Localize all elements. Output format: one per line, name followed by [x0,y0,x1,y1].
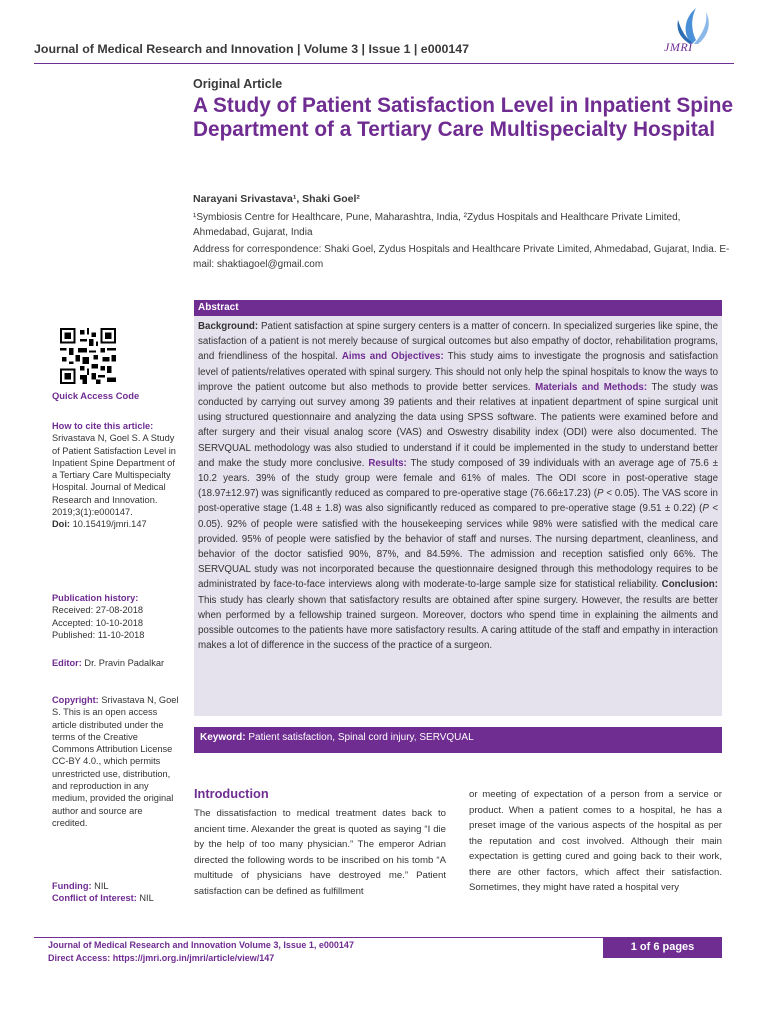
conflict-value: NIL [139,893,154,904]
footer-direct-access [48,953,274,963]
funding-value: NIL [94,881,109,891]
article-title: A Study of Patient Satisfaction Level in Inpatient Spine Department of a Tertiary Care Multispecialty Hospital [193,94,734,141]
jmri-logo-text: JMRI [664,40,693,54]
funding-section [52,880,180,905]
keyword-label: Keyword: [200,732,246,743]
cite-text: Srivastava N, Goel S. A Study of Patient Satisfaction Level in Inpatient Spine Department of a Tertiary Care Multispecialty Hospital. Journal of Medical Research and Innovation. 2019;3(1):e000147. [52,433,176,518]
abstract-results-2: < 0.05). The VAS score in post-operative stage (1.48 ± 1.8) was also significantly reduced as compared to pre-operative stage (9.51 ± 0.22) ( [198,488,718,515]
published-date: Published: 11-10-2018 [52,629,145,640]
article-type: Original Article [193,77,283,91]
copyright-text: Srivastava N, Goel S. This is an open access article distributed under the terms of the Creative Commons Attribution License CC-BY 4.0., which permits unrestricted use, distribution, and reproduction in any medium, provided the original author and source are credited. [52,695,179,828]
abstract-conclusion: This study has clearly shown that satisfactory results are obtained after spine surgery. However, the results are better when performed by a fellowship trained surgeon. Moreover, doctors who spend time in explaining the ailments and possible outcomes to the patients have more satisfactory results. A caring attitude of the staff and empathy in interaction makes a lot of difference in the success of the practice of a surgeon. [198,594,718,652]
footer-journal-line: Journal of Medical Research and Innovation Volume 3, Issue 1, e000147 [48,940,354,950]
editor-name: Dr. Pravin Padalkar [84,658,165,668]
editor-label: Editor: [52,658,82,668]
abstract-p-value-2: P [702,503,709,515]
abstract-results-label: Results: [368,457,407,469]
cite-label: How to cite this article: [52,421,154,431]
introduction-right-column: or meeting of expectation of a person from a service or product. When a patient comes to a hospital, he has a preset image of the various aspects of the hospital as per the reputation and cost involved. Although their main expectation is getting cured and going back to their work, there are other factors, which affect their satisfaction. Sometimes, they might have rated a hospital very [469,789,722,893]
history-label: Publication history: [52,593,139,603]
accepted-date: Accepted: 10-10-2018 [52,617,144,628]
introduction-left-column: The dissatisfaction to medical treatment dates back to ancient time. Alexander the great is quoted as saying “I die by the help of too many physician.” The emperor Adrian directed the following words to be inscribed on his tomb “A multitude of physicians have destroyed me.” Patient satisfaction can be defined as fulfillment [194,808,446,897]
abstract-background: Patient satisfaction at spine surgery centers is a matter of concern. In specialized surgeries like spine, the satisfaction of a patient is not merely because of surgical outcomes but also empathy of doctor, rehabilitation programs, and friendliness of the hospital. [198,321,718,363]
abstract-results-3: < 0.05). 92% of people were satisfied with the housekeeping services while 98% were satisfied with the medical care provided. 95% of people were satisfied by the behavior of staff and nurses. The nursing department, cleanliness, and behavior of the doctor satisfied 90%, 87%, and 84.59%. The admission and reception satisfied only 66%. The SERVQUAL study was not incorporated because the questionnaire designed through this methodology requires to be administrated by face-to-face interviews along with moderate-to-large sample size for statistical reliability. [198,503,719,591]
abstract-methods: The study was conducted by carrying out survey among 39 patients and their relatives at inpatient department of spine surgical unit using structured questionnaire and analyzing the data using SPSS software. The patients were examined before and after surgery and their visual analog score (VAS) and Oswestry disability index (ODI) were also documented. The SERVQUAL methodology was also studied to understand if it could be implemented in the study to understand better and make the study more conclusive. [198,381,718,469]
conflict-label: Conflict of Interest: [52,893,137,904]
header-divider [34,63,734,64]
copyright-section [52,694,180,829]
introduction-heading: Introduction [194,786,269,801]
copyright-label: Copyright: [52,695,99,705]
article-authors: Narayani Srivastava¹, Shaki Goel² [193,193,360,205]
history-section [52,592,180,641]
keyword-text: Patient satisfaction, Spinal cord injury, SERVQUAL [248,732,474,743]
doi-label: Doi: [52,519,70,530]
abstract-heading: Abstract [194,300,722,316]
abstract-background-label: Background: [198,321,259,332]
cite-section [52,420,180,531]
editor-section [52,657,180,669]
abstract-p-value-1: P [596,488,604,500]
funding-label: Funding: [52,881,92,891]
abstract-results-1: The study composed of 39 individuals with an average age of 75.6 ± 10.2 years. 39% of the study group were female and 61% of males. The ODI score in post-operative stage (18.97±12.97) was significantly reduced as compared to pre-operative stage (76.66±17.23) ( [198,457,718,500]
qr-code-icon[interactable] [60,328,116,384]
abstract-aims-label: Aims and Objectives: [341,351,444,363]
footer-article-link[interactable]: https://jmri.org.in/jmri/article/view/147 [112,953,275,963]
abstract-body [194,316,722,716]
qr-label: Quick Access Code [52,390,140,401]
author-affiliation: ¹Symbiosis Centre for Healthcare, Pune, Maharashtra, India, ²Zydus Hospitals and Healthcare Private Limited, Ahmedabad, Gujarat, India [193,212,681,238]
abstract-methods-label: Materials and Methods: [535,381,648,393]
abstract-conclusion-label: Conclusion: [661,579,718,591]
abstract-aims: This study aims to investigate the prognosis and satisfaction level of patients/relatives operated with spinal surgery. This should not only help the spinal hospitals to know the ways to improve the patient outcome but also methods to provide better services. [198,351,718,393]
correspondence-address: Address for correspondence: Shaki Goel, Zydus Hospitals and Healthcare Private Limited, Ahmedabad, Gujarat, India. E-mail: shaktiagoel@gmail.com [193,244,730,270]
footer-direct-label: Direct Access: [48,953,111,963]
received-date: Received: 27-08-2018 [52,605,144,616]
page-number-badge: 1 of 6 pages [603,937,722,958]
doi-value[interactable]: 10.15419/jmri.147 [72,519,147,530]
keyword-bar [194,727,722,753]
journal-header: Journal of Medical Research and Innovation | Volume 3 | Issue 1 | e000147 [34,42,470,56]
